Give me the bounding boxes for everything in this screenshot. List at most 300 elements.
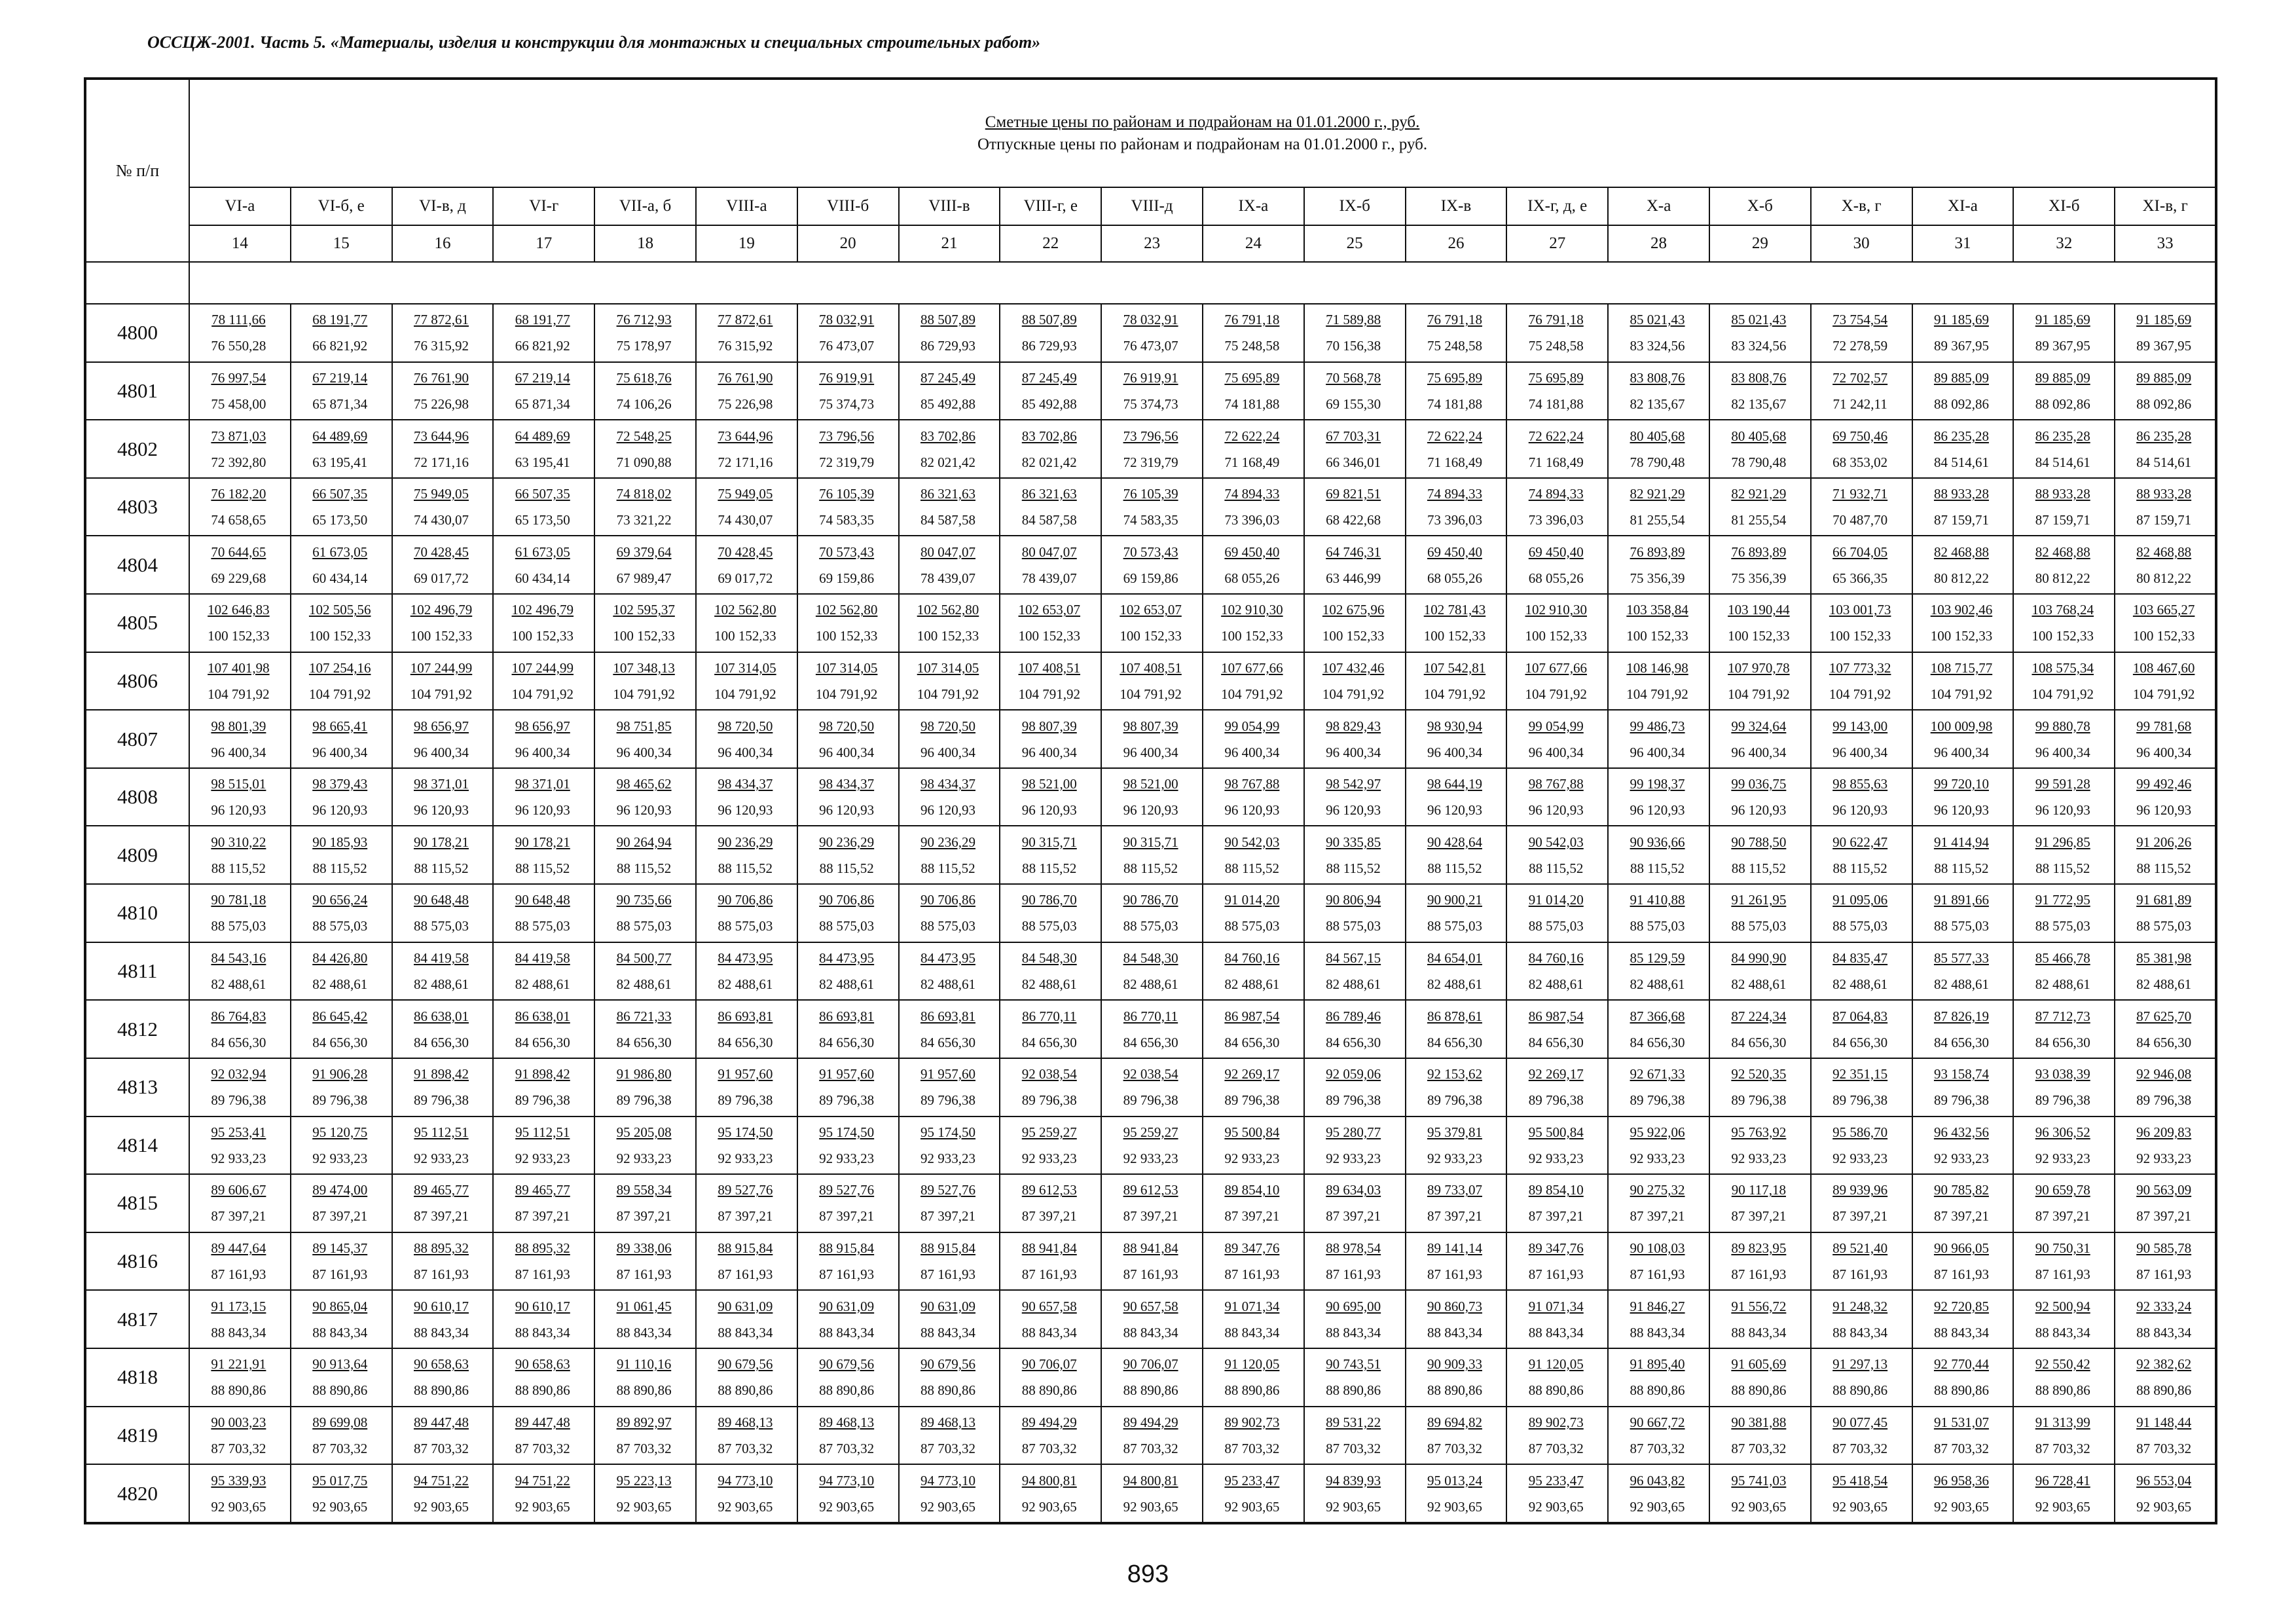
estimate-price: 92 032,94 [211, 1066, 266, 1082]
estimate-price: 90 667,72 [1630, 1414, 1685, 1430]
price-cell [392, 536, 494, 594]
release-price: 92 933,23 [1224, 1150, 1280, 1166]
price-cell [1101, 1058, 1203, 1116]
release-price: 88 115,52 [1022, 860, 1077, 876]
release-price: 87 703,32 [515, 1440, 570, 1456]
estimate-price: 98 801,39 [211, 718, 266, 734]
estimate-price: 107 254,16 [308, 659, 371, 676]
estimate-price: 89 854,10 [1528, 1182, 1584, 1198]
release-price: 88 843,34 [1832, 1324, 1888, 1340]
release-price: 63 195,41 [515, 454, 570, 470]
estimate-price: 96 209,83 [2136, 1124, 2192, 1140]
price-cell [1304, 1348, 1406, 1407]
price-cell [1811, 768, 1912, 826]
price-cell [2013, 1174, 2115, 1232]
release-price: 87 161,93 [312, 1266, 368, 1283]
estimate-price: 107 408,51 [1018, 659, 1081, 676]
estimate-price: 103 358,84 [1626, 602, 1688, 618]
release-price: 88 575,03 [819, 918, 875, 934]
release-price: 96 400,34 [1021, 744, 1077, 760]
spacer-cell [85, 262, 189, 304]
release-price: 92 933,23 [616, 1150, 672, 1166]
estimate-price: 91 957,60 [718, 1066, 773, 1082]
price-cell [1506, 1290, 1608, 1348]
release-price: 88 092,86 [1933, 396, 1989, 412]
release-price: 88 115,52 [718, 860, 773, 876]
release-price: 92 933,23 [1731, 1150, 1787, 1166]
price-cell [189, 1174, 291, 1232]
price-cell [189, 304, 291, 362]
price-cell [291, 362, 392, 420]
price-cell [1811, 1174, 1912, 1232]
price-cell [1506, 1407, 1608, 1465]
release-price: 104 791,92 [1626, 686, 1688, 702]
release-price: 89 796,38 [1528, 1092, 1584, 1109]
estimate-price: 98 807,39 [1021, 718, 1077, 734]
estimate-price: 70 428,45 [718, 544, 773, 560]
price-cell [1709, 710, 1811, 768]
price-cell [392, 304, 494, 362]
release-price: 96 400,34 [1832, 744, 1888, 760]
column-number: 30 [1811, 225, 1912, 262]
estimate-price: 73 796,56 [1123, 428, 1178, 444]
estimate-price: 98 656,97 [413, 718, 469, 734]
price-cell [1912, 710, 2014, 768]
estimate-price: 92 351,15 [1832, 1066, 1888, 1082]
price-cell [1000, 594, 1101, 652]
release-price: 84 587,58 [1021, 512, 1077, 528]
release-price: 104 791,92 [1728, 686, 1790, 702]
estimate-price: 95 174,50 [920, 1124, 975, 1140]
estimate-price: 90 178,21 [515, 834, 570, 850]
column-label: IX-в [1406, 187, 1507, 225]
estimate-price: 102 781,43 [1423, 602, 1486, 618]
price-cell [2013, 1290, 2115, 1348]
estimate-price: 107 314,05 [815, 659, 878, 676]
release-price: 71 090,88 [616, 454, 672, 470]
release-price: 84 656,30 [1427, 1034, 1482, 1050]
estimate-price: 89 527,76 [819, 1182, 875, 1198]
release-price: 96 400,34 [515, 744, 570, 760]
estimate-price: 91 120,05 [1528, 1356, 1584, 1373]
price-cell [1000, 1116, 1101, 1175]
row-number: 4818 [85, 1348, 189, 1407]
table-row [85, 536, 2216, 594]
price-cell [1811, 652, 1912, 710]
estimate-price: 89 347,76 [1528, 1240, 1584, 1257]
estimate-price: 85 577,33 [1933, 950, 1989, 966]
column-label: VIII-г, е [1000, 187, 1101, 225]
estimate-price: 90 542,03 [1224, 834, 1280, 850]
price-cell [1811, 420, 1912, 478]
price-cell [493, 942, 594, 1001]
release-price: 87 397,21 [1933, 1208, 1989, 1225]
estimate-price: 90 735,66 [616, 892, 672, 908]
release-price: 92 903,65 [211, 1498, 266, 1515]
estimate-price: 95 253,41 [211, 1124, 266, 1140]
release-price: 69 155,30 [1326, 396, 1381, 412]
estimate-price: 95 174,50 [819, 1124, 875, 1140]
estimate-price: 85 021,43 [1731, 312, 1787, 328]
price-cell [189, 1407, 291, 1465]
column-label: IX-а [1203, 187, 1304, 225]
row-number: 4810 [85, 884, 189, 942]
price-cell [2013, 826, 2115, 884]
estimate-price: 89 612,53 [1021, 1182, 1077, 1198]
price-cell [291, 420, 392, 478]
price-cell [392, 1407, 494, 1465]
release-price: 92 933,23 [920, 1150, 975, 1166]
price-cell [189, 478, 291, 536]
estimate-price: 89 468,13 [718, 1414, 773, 1430]
release-price: 78 790,48 [1731, 454, 1787, 470]
estimate-price: 98 767,88 [1224, 776, 1280, 792]
estimate-price: 70 428,45 [413, 544, 469, 560]
price-cell [1506, 420, 1608, 478]
estimate-price: 102 562,80 [714, 602, 776, 618]
column-label: IX-б [1304, 187, 1406, 225]
estimate-price: 98 751,85 [616, 718, 672, 734]
release-price: 78 439,07 [1021, 570, 1077, 586]
release-price: 96 120,93 [312, 802, 368, 819]
release-price: 84 656,30 [1528, 1034, 1584, 1050]
estimate-price: 102 653,07 [1120, 602, 1182, 618]
price-cell [1912, 768, 2014, 826]
release-price: 82 488,61 [1731, 976, 1787, 992]
release-price: 87 397,21 [920, 1208, 975, 1225]
release-price: 100 152,33 [1626, 628, 1688, 644]
release-price: 84 656,30 [515, 1034, 570, 1050]
estimate-price: 107 408,51 [1120, 659, 1182, 676]
release-price: 88 843,34 [1731, 1324, 1787, 1340]
release-price: 96 120,93 [1933, 802, 1989, 819]
release-price: 100 152,33 [714, 628, 776, 644]
estimate-price: 94 800,81 [1021, 1472, 1077, 1488]
estimate-price: 89 527,76 [920, 1182, 975, 1198]
release-price: 92 903,65 [1021, 1498, 1077, 1515]
column-label: VI-а [189, 187, 291, 225]
estimate-price: 90 966,05 [1933, 1240, 1989, 1257]
estimate-price: 75 695,89 [1427, 369, 1482, 386]
price-cell [1304, 884, 1406, 942]
estimate-price: 107 314,05 [714, 659, 776, 676]
price-cell [1406, 304, 1507, 362]
column-number: 17 [493, 225, 594, 262]
price-cell [1203, 1000, 1304, 1058]
release-price: 82 021,42 [1021, 454, 1077, 470]
estimate-price: 91 014,20 [1528, 892, 1584, 908]
price-cell [594, 1464, 696, 1523]
release-price: 82 488,61 [1427, 976, 1482, 992]
estimate-price: 93 158,74 [1933, 1066, 1989, 1082]
column-label: VII-а, б [594, 187, 696, 225]
price-cell [2115, 1174, 2216, 1232]
estimate-price: 86 235,28 [2035, 428, 2090, 444]
estimate-price: 86 693,81 [819, 1008, 875, 1024]
price-cell [1203, 768, 1304, 826]
release-price: 89 796,38 [1630, 1092, 1685, 1109]
estimate-price: 84 473,95 [920, 950, 975, 966]
price-cell [1608, 826, 1709, 884]
price-cell [1608, 1174, 1709, 1232]
estimate-price: 94 773,10 [718, 1472, 773, 1488]
price-cell [1506, 478, 1608, 536]
price-cell [797, 1290, 899, 1348]
release-price: 74 181,88 [1224, 396, 1280, 412]
release-price: 87 703,32 [2035, 1440, 2090, 1456]
release-price: 92 933,23 [1630, 1150, 1685, 1166]
release-price: 75 356,39 [1731, 570, 1787, 586]
estimate-price: 92 500,94 [2035, 1298, 2090, 1314]
estimate-price: 76 761,90 [718, 369, 773, 386]
release-price: 68 055,26 [1224, 570, 1280, 586]
row-number: 4801 [85, 362, 189, 420]
price-cell [392, 884, 494, 942]
estimate-price: 69 450,40 [1427, 544, 1482, 560]
release-price: 87 161,93 [1731, 1266, 1787, 1283]
release-price: 82 021,42 [920, 454, 975, 470]
release-price: 104 791,92 [917, 686, 979, 702]
release-price: 88 115,52 [1630, 860, 1685, 876]
release-price: 96 400,34 [2035, 744, 2090, 760]
estimate-price: 86 235,28 [2136, 428, 2192, 444]
price-cell [1608, 304, 1709, 362]
price-cell [797, 362, 899, 420]
price-cell [594, 420, 696, 478]
price-cell [1506, 304, 1608, 362]
price-cell [2013, 710, 2115, 768]
estimate-price: 75 695,89 [1528, 369, 1584, 386]
estimate-price: 98 720,50 [920, 718, 975, 734]
column-label: VI-б, е [291, 187, 392, 225]
price-cell [797, 826, 899, 884]
estimate-price: 90 657,58 [1021, 1298, 1077, 1314]
price-cell [1000, 884, 1101, 942]
release-price: 96 120,93 [1021, 802, 1077, 819]
estimate-price: 98 720,50 [819, 718, 875, 734]
release-price: 84 656,30 [1123, 1034, 1178, 1050]
estimate-price: 92 038,54 [1021, 1066, 1077, 1082]
column-label: VIII-а [696, 187, 797, 225]
estimate-price: 98 465,62 [616, 776, 672, 792]
release-price: 96 120,93 [413, 802, 469, 819]
estimate-price: 90 108,03 [1630, 1240, 1685, 1257]
column-number: 25 [1304, 225, 1406, 262]
price-cell [594, 768, 696, 826]
estimate-price: 90 003,23 [211, 1414, 266, 1430]
release-price: 88 890,86 [1326, 1382, 1381, 1399]
release-price: 92 903,65 [413, 1498, 469, 1515]
release-price: 87 161,93 [1123, 1266, 1178, 1283]
release-price: 70 487,70 [1832, 512, 1888, 528]
row-number: 4802 [85, 420, 189, 478]
release-price: 89 796,38 [1326, 1092, 1381, 1109]
estimate-price: 90 786,70 [1021, 892, 1077, 908]
release-price: 87 703,32 [718, 1440, 773, 1456]
estimate-price: 95 379,81 [1427, 1124, 1482, 1140]
estimate-price: 90 657,58 [1123, 1298, 1178, 1314]
release-price: 81 255,54 [1731, 512, 1787, 528]
row-number: 4811 [85, 942, 189, 1001]
release-price: 88 575,03 [2035, 918, 2090, 934]
price-cell [1709, 1116, 1811, 1175]
price-cell [797, 1407, 899, 1465]
release-price: 88 843,34 [1326, 1324, 1381, 1340]
price-cell [493, 1116, 594, 1175]
estimate-price: 100 009,98 [1930, 718, 1993, 734]
release-price: 84 514,61 [2035, 454, 2090, 470]
release-price: 82 488,61 [312, 976, 368, 992]
price-cell [1101, 1174, 1203, 1232]
estimate-price: 90 785,82 [1933, 1182, 1989, 1198]
release-price: 76 315,92 [718, 338, 773, 354]
price-cell [189, 1116, 291, 1175]
price-cell [1304, 478, 1406, 536]
release-price: 87 397,21 [1630, 1208, 1685, 1225]
price-cell [2115, 710, 2216, 768]
price-cell [899, 1116, 1000, 1175]
table-row [85, 1116, 2216, 1175]
estimate-price: 64 489,69 [515, 428, 570, 444]
estimate-price: 107 348,13 [613, 659, 675, 676]
release-price: 87 703,32 [920, 1440, 975, 1456]
price-cell [189, 362, 291, 420]
price-cell [1000, 1464, 1101, 1523]
estimate-price: 68 191,77 [515, 312, 570, 328]
estimate-price: 90 610,17 [515, 1298, 570, 1314]
estimate-price: 90 743,51 [1326, 1356, 1381, 1373]
price-cell [2013, 884, 2115, 942]
release-price: 89 796,38 [1021, 1092, 1077, 1109]
price-cell [1608, 478, 1709, 536]
column-label: X-в, г [1811, 187, 1912, 225]
price-cell [594, 478, 696, 536]
price-cell [1709, 884, 1811, 942]
release-price: 68 055,26 [1528, 570, 1584, 586]
price-cell [1203, 362, 1304, 420]
estimate-price: 94 751,22 [413, 1472, 469, 1488]
release-price: 84 656,30 [616, 1034, 672, 1050]
price-cell [291, 304, 392, 362]
column-label: VIII-д [1101, 187, 1203, 225]
estimate-price: 86 770,11 [1022, 1008, 1077, 1024]
price-cell [1203, 420, 1304, 478]
estimate-price: 108 575,34 [2032, 659, 2094, 676]
estimate-price: 98 542,97 [1326, 776, 1381, 792]
price-cell [2115, 1116, 2216, 1175]
estimate-price: 89 468,13 [819, 1414, 875, 1430]
table-row [85, 362, 2216, 420]
release-price: 81 255,54 [1630, 512, 1685, 528]
estimate-price: 85 466,78 [2035, 950, 2090, 966]
release-price: 63 446,99 [1326, 570, 1381, 586]
estimate-price: 86 764,83 [211, 1008, 266, 1024]
release-price: 87 703,32 [1224, 1440, 1280, 1456]
release-price: 92 903,65 [2035, 1498, 2090, 1515]
release-price: 104 791,92 [1221, 686, 1283, 702]
estimate-price: 89 902,73 [1528, 1414, 1584, 1430]
estimate-price: 90 865,04 [312, 1298, 368, 1314]
price-cell [493, 536, 594, 594]
release-price: 84 656,30 [413, 1034, 469, 1050]
estimate-price: 66 507,35 [312, 486, 368, 502]
estimate-price: 103 665,27 [2132, 602, 2195, 618]
release-price: 87 397,21 [2136, 1208, 2192, 1225]
estimate-price: 95 233,47 [1224, 1472, 1280, 1488]
estimate-price: 90 913,64 [312, 1356, 368, 1373]
release-price: 88 575,03 [1427, 918, 1482, 934]
estimate-price: 86 645,42 [312, 1008, 368, 1024]
price-cell [1000, 478, 1101, 536]
release-price: 88 890,86 [920, 1382, 975, 1399]
release-price: 84 656,30 [1832, 1034, 1888, 1050]
price-cell [1709, 1174, 1811, 1232]
price-cell [189, 826, 291, 884]
release-price: 87 161,93 [2035, 1266, 2090, 1283]
estimate-price: 95 763,92 [1731, 1124, 1787, 1140]
price-cell [392, 1174, 494, 1232]
column-number: 28 [1608, 225, 1709, 262]
release-price: 80 812,22 [2035, 570, 2090, 586]
release-price: 87 397,21 [1832, 1208, 1888, 1225]
price-cell [189, 1290, 291, 1348]
release-price: 87 703,32 [1528, 1440, 1584, 1456]
estimate-price: 67 219,14 [515, 369, 570, 386]
estimate-price: 91 410,88 [1630, 892, 1685, 908]
price-cell [1000, 1290, 1101, 1348]
price-cell [2115, 884, 2216, 942]
price-cell [2013, 1058, 2115, 1116]
release-price: 87 397,21 [1427, 1208, 1482, 1225]
estimate-price: 107 542,81 [1423, 659, 1486, 676]
release-price: 74 430,07 [718, 512, 773, 528]
estimate-price: 88 933,28 [1933, 486, 1989, 502]
estimate-price: 85 129,59 [1630, 950, 1685, 966]
price-cell [2115, 594, 2216, 652]
release-price: 88 115,52 [1832, 860, 1887, 876]
estimate-price: 98 807,39 [1123, 718, 1178, 734]
price-cell [797, 1174, 899, 1232]
release-price: 84 656,30 [1630, 1034, 1685, 1050]
estimate-price: 72 702,57 [1832, 369, 1888, 386]
estimate-price: 102 653,07 [1018, 602, 1081, 618]
price-cell [1608, 536, 1709, 594]
column-number: 16 [392, 225, 494, 262]
estimate-price: 90 806,94 [1326, 892, 1381, 908]
estimate-price: 84 473,95 [819, 950, 875, 966]
estimate-price: 89 468,13 [920, 1414, 975, 1430]
estimate-price: 89 465,77 [413, 1182, 469, 1198]
estimate-price: 96 043,82 [1630, 1472, 1685, 1488]
estimate-price: 84 473,95 [718, 950, 773, 966]
price-cell [1304, 594, 1406, 652]
row-number: 4813 [85, 1058, 189, 1116]
release-price: 74 181,88 [1528, 396, 1584, 412]
release-price: 76 315,92 [413, 338, 469, 354]
estimate-price: 96 306,52 [2035, 1124, 2090, 1140]
price-cell [2115, 1000, 2216, 1058]
release-price: 75 178,97 [616, 338, 672, 354]
price-cell [696, 1348, 797, 1407]
column-label: VI-в, д [392, 187, 494, 225]
release-price: 88 843,34 [1224, 1324, 1280, 1340]
price-cell [797, 420, 899, 478]
release-price: 104 791,92 [308, 686, 371, 702]
price-cell [1709, 1232, 1811, 1291]
price-cell [392, 1232, 494, 1291]
price-cell [2013, 420, 2115, 478]
estimate-price: 91 185,69 [2136, 312, 2192, 328]
